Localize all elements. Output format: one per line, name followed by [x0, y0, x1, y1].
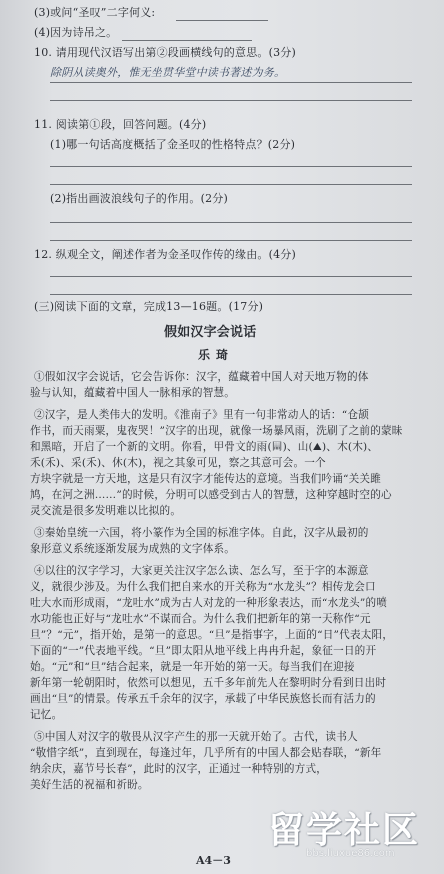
article-line: 象形意义系统逐渐发展为成熟的文字体系。 [30, 543, 236, 555]
answer-line [176, 20, 268, 21]
handwritten-answer-10: 除阴从读奥外，惟无坐贯华堂中读书著述为务。 [50, 66, 286, 79]
article-line: 画出“旦”的情景。传承五千余年的汉字，承载了中华民族悠长而有活力的 [30, 693, 376, 705]
article-line: 作书，而天雨粟，鬼夜哭！”汉字的出现，就像一场暴风雨，洗刷了之前的蒙昧 [30, 425, 403, 437]
article-line: 下面的“一”代表地平线。“旦”即太阳从地平线上冉冉升起，象征一日的开 [30, 645, 377, 657]
article-line: 水功能也正好与“龙吐水”不谋而合。为什么我们把新年的第一天称作“元 [30, 613, 371, 625]
answer-line [50, 100, 412, 101]
answer-line [50, 222, 412, 223]
article-line: 纳余庆，嘉节号长春”，此时的汉字，正通过一种特别的方式， [30, 763, 328, 775]
answer-line [50, 240, 412, 241]
article-line: 始。“元”和“旦”结合起来，就是一年开始的第一天。每当我们在迎接 [30, 661, 355, 673]
article-line: 义，就很少涉及。为什么我们把自来水的开关称为“水龙头”？相传龙会口 [30, 581, 376, 593]
watermark-logo: 留学社区 [268, 810, 421, 851]
article-line: 方块字就是一方天地，这是只有汉字才能传达的意境。当我们吟诵“关关雎 [30, 473, 382, 485]
answer-line [50, 276, 412, 277]
article-line: ③秦始皇统一六国，将小篆作为全国的标准字体。自此，汉字从最初的 [34, 527, 369, 539]
article-line: “敬惜字纸”，直到现在，每逢过年，几乎所有的中国人都会贴春联，“新年 [30, 747, 382, 759]
watermark-url: bbs.liuxue86.com [306, 848, 395, 859]
article-line: ②汉字，是人类伟大的发明。《淮南子》里有一句非常动人的话：“仓颉 [34, 409, 369, 421]
article-line: ①假如汉字会说话，它会告诉你：汉字，蕴藏着中国人对天地万物的体 [34, 371, 369, 383]
section-3-heading: (三)阅读下面的文章，完成13—16题。(17分) [34, 300, 264, 313]
answer-line [122, 40, 252, 41]
article-title: 假如汉字会说话 [164, 325, 257, 340]
article-line: 鸠，在河之洲……”的时候，分明可以感受到古人的智慧，这种穿越时空的心 [30, 489, 392, 501]
article-line: 美好生活的祝福和祈盼。 [30, 779, 149, 791]
article-line: 新年第一轮朝阳时，依然可以想见，五千多年前先人在黎明时分看到日出时 [30, 677, 387, 689]
watermark [268, 800, 436, 868]
article-line: 灵交流是很多发明难以比拟的。 [30, 505, 182, 517]
article-line: 旦”？“元”，指开始，是第一的意思。“旦”是指事字，上面的“日”代表太阳， [30, 629, 394, 641]
answer-line [50, 82, 412, 83]
article-line: 禾(⽲)、采(⽲)、休(⽊)，视之其象可见，察之其意可会。一个 [30, 457, 326, 469]
article-line: 和黑暗，开启了一个新的文明。你看，甲骨文的雨(𠕲)、山(⛰)、木(⽊)、 [30, 441, 379, 453]
question-9-3: (3)或问“圣叹”二字何义: [34, 6, 156, 19]
question-9-4: (4)因为诗吊之。 [34, 26, 118, 39]
page-number: A4－3 [196, 854, 231, 867]
article-line: 记忆。 [30, 709, 63, 721]
article-line: ⑤中国人对汉字的敬畏从汉字产生的那一天就开始了。古代，读书人 [34, 731, 358, 743]
answer-line [50, 184, 412, 185]
question-12: 12. 纵观全文，阐述作者为金圣叹作传的缘由。(4分) [34, 248, 296, 261]
answer-line [50, 294, 412, 295]
question-10: 10. 请用现代汉语写出第②段画横线句的意思。(3分) [34, 46, 296, 59]
article-line: 验与认知，蕴藏着中国人一脉相承的智慧。 [30, 387, 236, 399]
article-line: ④以往的汉字学习，大家更关注汉字怎么读、怎么写，至于字的本源意 [34, 565, 369, 577]
article-author: 乐琦 [198, 348, 235, 362]
article-line: 吐大水而形成雨，“龙吐水”成为古人对龙的一种形象表达，而“水龙头”的喷 [30, 597, 388, 609]
question-11: 11. 阅读第①段，回答问题。(4分) [34, 118, 207, 131]
answer-line [50, 166, 412, 167]
question-11-1: (1)哪一句话高度概括了金圣叹的性格特点？(2分) [50, 138, 296, 151]
question-11-2: (2)指出画波浪线句子的作用。(2分) [50, 192, 228, 205]
